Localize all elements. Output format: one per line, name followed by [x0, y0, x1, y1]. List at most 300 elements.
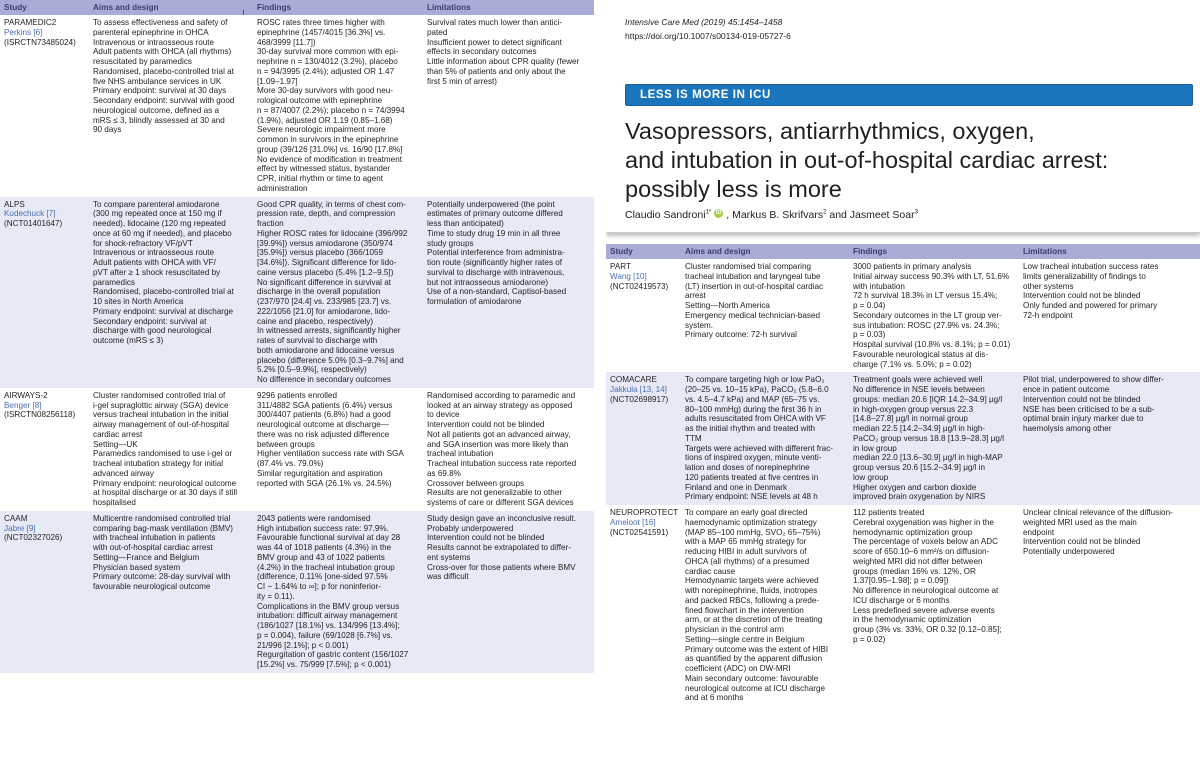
cell-text: COMACARE — [610, 375, 657, 385]
cell-text: airway management of out-of-hospital — [93, 420, 229, 429]
author-name: Claudio Sandroni — [625, 209, 706, 221]
cell-text: 311/4882 SGA patients (6.4%) versus — [257, 400, 393, 410]
cell-text: 300/4407 patients (6.8%) had a good — [257, 410, 391, 420]
cell-text: [1.09–1.97] — [257, 76, 298, 86]
cell-text: improved brain oxygenation by NIRS — [853, 492, 986, 502]
cell-text: p = 0.03) — [853, 330, 886, 340]
cell-text: 5.2% [0.5–9.9%], respectively) — [257, 365, 367, 375]
cell-text: Probably underpowered — [427, 523, 514, 533]
cell-text: other systems — [1023, 281, 1074, 291]
cell-text: CI − 1.64% to ∞]; p for noninferior- — [257, 582, 381, 591]
cell-text: to device — [427, 410, 460, 420]
cell-text: in high-oxygen group versus 22.3 — [853, 404, 974, 414]
cell-text: reported with SGA (26.1% vs. 24.5%) — [257, 478, 392, 488]
cell-text: p = 0.02) — [853, 634, 886, 644]
cell-text: haemodynamic optimization strategy — [685, 517, 817, 527]
cell-text: 3000 patients in primary analysis — [853, 262, 972, 271]
cell-text: haemolysis among other — [1023, 424, 1112, 433]
cell-text: ICU discharge or 6 months — [853, 595, 950, 605]
cell-text: (NCT02419573) — [610, 281, 669, 291]
cell-text: Kudechuck [7] — [4, 209, 56, 219]
cell-text: placebo (difference 5.0% [0.3–9.7%] and — [257, 355, 404, 365]
cell-aims — [681, 259, 849, 372]
author-affiliation: 2 — [823, 209, 827, 216]
cell-text: reducing HIBI in adult survivors of — [685, 547, 807, 556]
cell-text: tions of inspired oxygen, minute venti- — [685, 453, 822, 463]
cell-text: Results cannot be extrapolated to differ- — [427, 543, 571, 552]
table-row — [606, 372, 1200, 505]
cell-aims — [681, 505, 849, 706]
cell-text: Favourable functional survival at day 28 — [257, 533, 401, 543]
cell-text: p = 0.004), failure (69/1028 [6.7%] vs. — [257, 630, 393, 640]
cell-text: survival to discharge with intravenous, — [427, 267, 565, 277]
cell-text: i-gel supraglottic airway (SGA) device — [93, 400, 229, 410]
cell-text: parenteral epinephrine in OHCA — [93, 27, 209, 37]
cell-text: there was no risk adjusted difference — [257, 429, 390, 439]
cell-text: fraction — [257, 219, 284, 228]
cell-text: effect by witnessed status, bystander — [257, 164, 391, 174]
cell-text: in low group — [853, 443, 897, 453]
cell-text: mRS ≤ 3, blindly assessed at 30 and — [93, 115, 225, 125]
title-line: possibly less is more — [625, 176, 842, 202]
cell-text: Ameloot [16] — [610, 517, 656, 527]
cell-text: (237/970 [24.4] vs. 233/985 [23.7] vs. — [257, 297, 392, 306]
cell-text: low group — [853, 472, 889, 482]
cell-text: Cross-over for those patients where BMV — [427, 562, 576, 572]
cell-text: CAAM — [4, 513, 28, 523]
cell-text: but not intraosseous amiodarone) — [427, 277, 549, 287]
cell-text: 112 patients treated — [853, 508, 925, 517]
cell-study — [0, 15, 89, 197]
cell-study — [606, 505, 681, 706]
cell-text: Unclear clinical relevance of the diffusion- — [1023, 508, 1173, 517]
cell-aims — [681, 372, 849, 505]
cell-text: (NCT02541591) — [610, 527, 669, 537]
cell-text: looked at an airway strategy as opposed — [427, 400, 573, 410]
section-banner-label: LESS IS MORE IN ICU — [640, 89, 771, 101]
cell-text: n = 94/3995 (2.4%); adjusted OR 1.47 — [257, 66, 395, 76]
cell-text: median 22.0 [13.6–30.9] μg/l in high-MAP — [853, 453, 1003, 463]
cell-text: weighted MRI did not differ between — [853, 556, 983, 566]
cell-limits — [423, 197, 594, 388]
cell-text: with out-of-hospital cardiac arrest — [93, 543, 213, 552]
title-line: and intubation in out-of-hospital cardiac arrest: — [625, 147, 1109, 173]
cell-text: [15.2%] vs. 75/999 [7.5%]; p < 0.001) — [257, 660, 391, 669]
cell-text: at hospital discharge or at 30 days if still — [93, 488, 238, 498]
cell-text: Adult patients with OHCA (all rhythms) — [93, 47, 232, 57]
cell-text: Treatment goals were achieved well — [853, 375, 983, 385]
cell-text: paramedics — [93, 277, 135, 287]
cell-text: needed), lidocaine (120 mg repeated — [93, 219, 226, 228]
cell-findings — [849, 505, 1019, 706]
cell-text: once at 60 mg if needed), and placebo — [93, 228, 232, 238]
cell-text: as quantified by the apparent diffusion — [685, 654, 823, 664]
left-table — [0, 0, 594, 673]
cell-text: (ISRCTN73485024) — [4, 37, 76, 47]
cell-text: advanced airway — [93, 468, 154, 478]
col-header-limitations: Limitations — [1019, 244, 1200, 259]
cell-text: as 69.8% — [427, 468, 461, 478]
cell-text: neurological outcome at ICU discharge — [685, 683, 826, 693]
cell-text: nephrine n = 130/4012 (3.2%), placebo — [257, 57, 398, 66]
cell-text: No difference in NSE levels between — [853, 385, 985, 394]
cell-text: pression rate, depth, and compression — [257, 209, 396, 219]
cell-text: To assess effectiveness and safety of — [93, 18, 228, 27]
cell-text: [35.9%]) versus placebo (366/1059 — [257, 248, 384, 258]
cell-text: arm, or at the discretion of the treating — [685, 615, 823, 625]
cell-text: system. — [685, 320, 713, 330]
table-row — [606, 259, 1200, 372]
cell-text: discharge in the overall population — [257, 287, 381, 297]
cell-text: rates of survival to discharge with — [257, 336, 378, 345]
cell-text: CPR, initial rhythm or time to agent — [257, 174, 383, 183]
section-banner — [625, 84, 1193, 106]
cell-text: with intubation — [853, 281, 905, 291]
cell-text: Secondary endpoint: survival at — [93, 316, 207, 326]
cell-text: 90 days — [93, 125, 122, 135]
cell-text: n = 87/4007 (2.2%); placebo n = 74/3994 — [257, 105, 405, 115]
cell-text: weighted MRI used as the main — [1023, 517, 1137, 527]
cell-text: Little information about CPR quality (fewer — [427, 57, 580, 66]
cell-text: Regurgitation of gastric content (156/1027 — [257, 650, 409, 660]
col-header-study: Study — [0, 0, 89, 15]
cell-text: 1.37[0.95–1.98]; p = 0.09]) — [853, 576, 949, 586]
cell-text: To compare parenteral amiodarone — [93, 199, 220, 209]
cell-text: p = 0.04) — [853, 301, 886, 310]
cell-text: (20–25 vs. 10–15 kPa), PaCO₂ (5.8–6.0 — [685, 385, 829, 394]
cell-text: (NCT02327026) — [4, 533, 63, 543]
cell-text: (LT) insertion in out-of-hospital cardiac — [685, 281, 824, 291]
cell-text: Potentially underpowered (the point — [427, 199, 555, 209]
cell-text: Setting—North America — [685, 301, 770, 310]
cell-text: pated — [427, 27, 448, 37]
cell-aims — [89, 511, 253, 673]
cell-study — [606, 259, 681, 372]
cell-text: Setting—UK — [93, 439, 138, 449]
cell-text: (NCT02698917) — [610, 394, 669, 404]
cell-findings — [253, 511, 423, 673]
cell-text: endpoint — [1023, 527, 1055, 537]
cell-text: Insufficient power to detect significant — [427, 37, 562, 47]
cell-text: Study design gave an inconclusive result. — [427, 513, 577, 523]
cell-text: Physician based system — [93, 562, 181, 572]
cell-text: Setting—single centre in Belgium — [685, 634, 805, 644]
cell-text: than 5% of patients and only about the — [427, 66, 566, 76]
cell-text: first 5 min of arrest) — [427, 76, 497, 86]
left-page — [0, 0, 594, 764]
cell-text: Randomised, placebo-controlled trial at — [93, 66, 234, 76]
cell-text: 80–100 mmHg) during the first 36 h in — [685, 404, 822, 414]
cell-text: discharge with good neurological — [93, 326, 212, 336]
cell-text: ent systems — [427, 552, 471, 562]
cell-study — [0, 197, 89, 388]
cell-text: PARAMEDIC2 — [4, 18, 57, 27]
cell-study — [606, 372, 681, 505]
cell-text: score of 650.10–6 mm²/s on diffusion- — [853, 547, 990, 556]
cell-text: study groups — [427, 238, 474, 248]
cell-text: 72 h survival 18.3% in LT versus 15.4%; — [853, 291, 998, 301]
cell-text: Cluster randomised controlled trial of — [93, 390, 226, 400]
cell-aims — [89, 15, 253, 197]
cell-text: PART — [610, 262, 631, 271]
cell-text: median 22.5 [14.2–34.9] μg/l in high- — [853, 424, 986, 433]
cell-text: No difference in neurological outcome at — [853, 586, 999, 595]
cell-text: charge (7.1% vs. 5.0%; p = 0.02) — [853, 359, 972, 369]
cell-text: Finland and one in Denmark — [685, 482, 788, 492]
cell-text: ALPS — [4, 199, 25, 209]
cell-text: hemodynamic optimization group — [853, 527, 973, 537]
cell-limits — [423, 511, 594, 673]
cell-text: Perkins [6] — [4, 27, 43, 37]
col-header-aims: Aims and design — [89, 0, 253, 15]
cell-study — [0, 388, 89, 511]
cell-text: 2043 patients were randomised — [257, 513, 371, 523]
cell-text: epinephrine (1457/4015 [36.3%] vs. — [257, 27, 386, 37]
cell-text: Survival rates much lower than antici- — [427, 18, 563, 27]
cell-text: Primary outcome was the extent of HIBI — [685, 644, 829, 654]
cell-limits — [423, 15, 594, 197]
cell-text: ity = 0.11). — [257, 591, 295, 601]
cell-text: hospitalised — [93, 498, 136, 507]
table-header-row — [0, 0, 594, 15]
cell-text: (300 mg repeated once at 150 mg if — [93, 209, 222, 219]
cell-text: lation and doses of norepinephrine — [685, 463, 810, 472]
cell-text: common in survivors in the epinephrine — [257, 135, 399, 144]
cell-text: between groups — [257, 439, 315, 449]
cell-text: (ISRCTN08256118) — [4, 410, 76, 420]
cell-text: 468/3999 [11.7]) — [257, 37, 316, 47]
right-page — [606, 0, 1200, 764]
table-row — [606, 505, 1200, 706]
cell-study — [0, 511, 89, 673]
cell-findings — [253, 15, 423, 197]
cell-text: 222/1056 [21.0] for amiodarone, lido- — [257, 306, 391, 316]
col-header-findings: Findings — [849, 244, 1019, 259]
cell-text: optimal brain injury marker due to — [1023, 414, 1144, 424]
cell-text: neurological outcome at discharge— — [257, 420, 389, 429]
cell-text: To compare an early goal directed — [685, 508, 808, 517]
cell-text: (difference, 0.11% [one-sided 97.5% — [257, 572, 388, 582]
cell-text: resuscitated by paramedics — [93, 57, 192, 66]
cell-text: Secondary outcomes in the LT group ver- — [853, 310, 1002, 320]
cell-text: Cerebral oxygenation was higher in the — [853, 517, 994, 527]
cell-text: To compare targeting high or low PaO₂ — [685, 375, 825, 385]
author-list — [625, 209, 918, 221]
cell-text: 30-day survival more common with epi- — [257, 47, 399, 57]
cell-text: intubation: difficult airway management — [257, 611, 398, 621]
cell-text: Intervention could not be blinded — [1023, 537, 1141, 547]
cell-text: pVT after ≥ 1 shock resuscitated by — [93, 267, 221, 277]
cell-text: Primary endpoint: NSE levels at 48 h — [685, 492, 818, 502]
table-header-row — [606, 244, 1200, 259]
cell-text: Intervention could not be blinded — [427, 533, 545, 543]
cell-text: Targets were achieved with different frac- — [685, 443, 833, 453]
cell-text: favourable neurological outcome — [93, 582, 211, 591]
cell-text: The percentage of voxels below an ADC — [853, 537, 998, 547]
cell-text: Randomised according to paramedic and — [427, 390, 576, 400]
cell-text: Favourable neurological status at dis- — [853, 349, 989, 359]
cell-aims — [89, 197, 253, 388]
cell-findings — [253, 197, 423, 388]
cell-text: Crossover between groups — [427, 478, 525, 488]
cell-text: Potentially underpowered — [1023, 547, 1115, 556]
cell-text: [14.8–27.8] μg/l in normal group — [853, 414, 968, 424]
cell-text: cardiac cause — [685, 566, 736, 576]
cell-text: with norepinephrine, fluids, inotropes — [685, 586, 818, 595]
cell-limits — [423, 388, 594, 511]
cell-text: Jabre [9] — [4, 523, 36, 533]
author-affiliation: 1* — [705, 209, 712, 216]
cell-text: Results are not generalizable to other — [427, 488, 563, 498]
cell-text: Not all patients got an advanced airway, — [427, 429, 571, 439]
cell-text: Paramedics randomised to use i-gel or — [93, 449, 233, 459]
cell-text: Adult patients with OHCA with VF/ — [93, 258, 216, 267]
author-affiliation: 3 — [914, 209, 918, 216]
cell-text: NEUROPROTECT — [610, 508, 679, 517]
cell-text: was 44 of 1018 patients (4.3%) in the — [257, 543, 392, 552]
cell-text: High intubation success rate: 97.9%. — [257, 523, 389, 533]
cell-text: PaCO₂ group versus 18.8 [13.9–28.3] μg/l — [853, 433, 1005, 443]
cell-text: group (39/126 [31.0%] vs. 16/90 [17.8%] — [257, 144, 403, 154]
cell-text: Primary outcome: 72-h survival — [685, 330, 797, 340]
cell-text: Main secondary outcome: favourable — [685, 673, 819, 683]
cell-text: caine and placebo, respectively) — [257, 316, 374, 326]
doi-link[interactable]: https://doi.org/10.1007/s00134-019-05727-6 — [625, 31, 791, 41]
cell-text: ence in patient outcome — [1023, 385, 1110, 394]
cell-text: Randomised, placebo-controlled trial at — [93, 287, 234, 297]
col-header-limitations: Limitations — [423, 0, 594, 15]
cell-text: Wang [10] — [610, 271, 647, 281]
cell-text: No evidence of modification in treatment — [257, 154, 402, 164]
table-row — [0, 197, 594, 388]
cell-text: rological outcome with epinephrine — [257, 96, 383, 105]
table-row — [0, 511, 594, 673]
cell-text: cardiac arrest — [93, 429, 143, 439]
cell-limits — [1019, 505, 1200, 706]
cell-aims — [89, 388, 253, 511]
cell-text: Good CPR quality, in terms of chest com- — [257, 199, 406, 209]
table-row — [0, 388, 594, 511]
cell-text: with a MAP 65 mmHg strategy for — [685, 537, 807, 547]
cell-text: for shock-refractory VF/pVT — [93, 238, 193, 248]
cell-limits — [1019, 259, 1200, 372]
cell-text: Emergency medical technician-based — [685, 310, 821, 320]
cell-text: More 30-day survivors with good neu- — [257, 86, 393, 96]
cell-text: NSE has been criticised to be a sub- — [1023, 404, 1155, 414]
cell-text: Only funded and powered for primary — [1023, 301, 1158, 310]
author-name: , Markus B. Skrifvars — [726, 209, 824, 221]
cell-text: Higher oxygen and carbon dioxide — [853, 482, 977, 492]
cell-text: (1.9%), adjusted OR 1.19 (0.85–1.68) — [257, 115, 393, 125]
cell-text: (NCT01401647) — [4, 219, 63, 228]
cell-findings — [849, 372, 1019, 505]
cell-text: tracheal intubation — [427, 449, 494, 459]
cell-text: Primary endpoint: survival at 30 days — [93, 86, 227, 96]
cell-text: systems of care or different SGA devices — [427, 498, 574, 507]
cell-text: comparing bag-mask ventilation (BMV) — [93, 523, 233, 533]
cell-text: Multicentre randomised controlled trial — [93, 513, 231, 523]
cell-text: Low tracheal intubation success rates — [1023, 262, 1159, 271]
table-row — [0, 15, 594, 197]
cell-text: formulation of amiodarone — [427, 297, 522, 306]
cell-text: Cluster randomised trial comparing — [685, 262, 811, 271]
cell-text: effects in secondary outcomes — [427, 47, 537, 57]
cell-text: Severe neurologic impairment more — [257, 125, 386, 135]
cell-text: 72-h endpoint — [1023, 310, 1073, 320]
cell-text: with tracheal intubation in patients — [93, 533, 216, 543]
cell-text: Use of a non-standard, Captisol-based — [427, 287, 567, 297]
cell-text: Intervention could not be blinded — [1023, 291, 1141, 301]
cell-text: Pilot trial, underpowered to show differ- — [1023, 375, 1164, 385]
orcid-icon[interactable]: iD — [715, 210, 722, 216]
page-mark — [243, 10, 244, 15]
cell-text: Higher ROSC rates for lidocaine (396/992 — [257, 228, 408, 238]
cell-text: Benger [8] — [4, 400, 42, 410]
cell-text: Primary endpoint: neurological outcome — [93, 478, 237, 488]
cell-text: In witnessed arrests, significantly higher — [257, 326, 401, 336]
cell-text: neurological outcome, defined as a — [93, 105, 220, 115]
cell-text: ROSC rates three times higher with — [257, 18, 385, 27]
cell-findings — [849, 259, 1019, 372]
cell-text: AIRWAYS-2 — [4, 390, 48, 400]
cell-text: and SGA insertion was more likely than — [427, 439, 569, 449]
cell-text: Intervention could not be blinded — [427, 420, 545, 429]
cell-text: physician in the control arm — [685, 625, 784, 634]
cell-text: TTM — [685, 433, 702, 443]
cell-text: tracheal intubation and laryngeal tube — [685, 271, 821, 281]
cell-text: [39.9%]) versus amiodarone (350/974 — [257, 238, 393, 248]
cell-text: Similar regurgitation and aspiration — [257, 468, 383, 478]
cell-text: Intravenous or intraosseous route — [93, 248, 215, 258]
cell-text: OHCA (all rhythms) of a presumed — [685, 556, 810, 566]
cell-text: BMV group and 43 of 1022 patients — [257, 552, 385, 562]
cell-text: and packed RBCs, following a prede- — [685, 595, 820, 605]
cell-text: and at 6 months — [685, 693, 744, 703]
cell-text: administration — [257, 183, 308, 193]
cell-text: 120 patients treated at five centres in — [685, 472, 819, 482]
cell-text: group versus 20.6 [15.2–34.9] μg/l in — [853, 463, 986, 472]
col-header-study: Study — [606, 244, 681, 259]
cell-text: Complications in the BMV group versus — [257, 601, 400, 611]
cell-text: 21/996 [2.1%]; p < 0.001) — [257, 640, 349, 650]
cell-text: as the initial rhythm and treated with — [685, 424, 816, 433]
cell-text: Primary outcome: 28-day survival with — [93, 572, 231, 582]
cell-text: Higher ventilation success rate with SGA — [257, 449, 404, 459]
right-table — [606, 244, 1200, 706]
cell-text: 10 sites in North America — [93, 297, 184, 306]
cell-text: caine versus placebo (5.4% [1.2–9.5]) — [257, 267, 394, 277]
cell-text: tracheal intubation strategy for initial — [93, 459, 224, 468]
cell-text: arrest — [685, 291, 706, 301]
cell-text: tion route (significantly higher rates of — [427, 258, 563, 267]
cell-text: Hemodynamic targets were achieved — [685, 576, 819, 586]
cell-text: vs. 4.5–4.7 kPa) and MAP (65–75 vs. — [685, 394, 820, 404]
author-name: and Jasmeet Soar — [826, 209, 915, 221]
cell-text: fined flowchart in the intervention — [685, 605, 804, 615]
cell-text: Tracheal intubation success rate reported — [427, 459, 577, 468]
cell-text: Initial airway success 90.3% with LT, 51.6% — [853, 271, 1010, 281]
cell-text: Hospital survival (10.8% vs. 8.1%; p = 0.01) — [853, 340, 1011, 349]
cell-text: groups: median 20.6 [IQR 14.2–34.9] μg/l — [853, 394, 1003, 404]
cell-text: group (3% vs. 33%, OR 0.32 [0.12–0.85]; — [853, 625, 1002, 634]
cell-text: estimates of primary outcome differed — [427, 209, 563, 219]
cell-text: versus tracheal intubation in the initial — [93, 410, 229, 420]
cell-text: limits generalizability of findings to — [1023, 271, 1146, 281]
cell-text: 9296 patients enrolled — [257, 390, 337, 400]
cell-text: Time to study drug 19 min in all three — [427, 228, 561, 238]
cell-text: [34.6%]). Significant difference for lido- — [257, 258, 397, 267]
cell-text: Setting—France and Belgium — [93, 552, 200, 562]
